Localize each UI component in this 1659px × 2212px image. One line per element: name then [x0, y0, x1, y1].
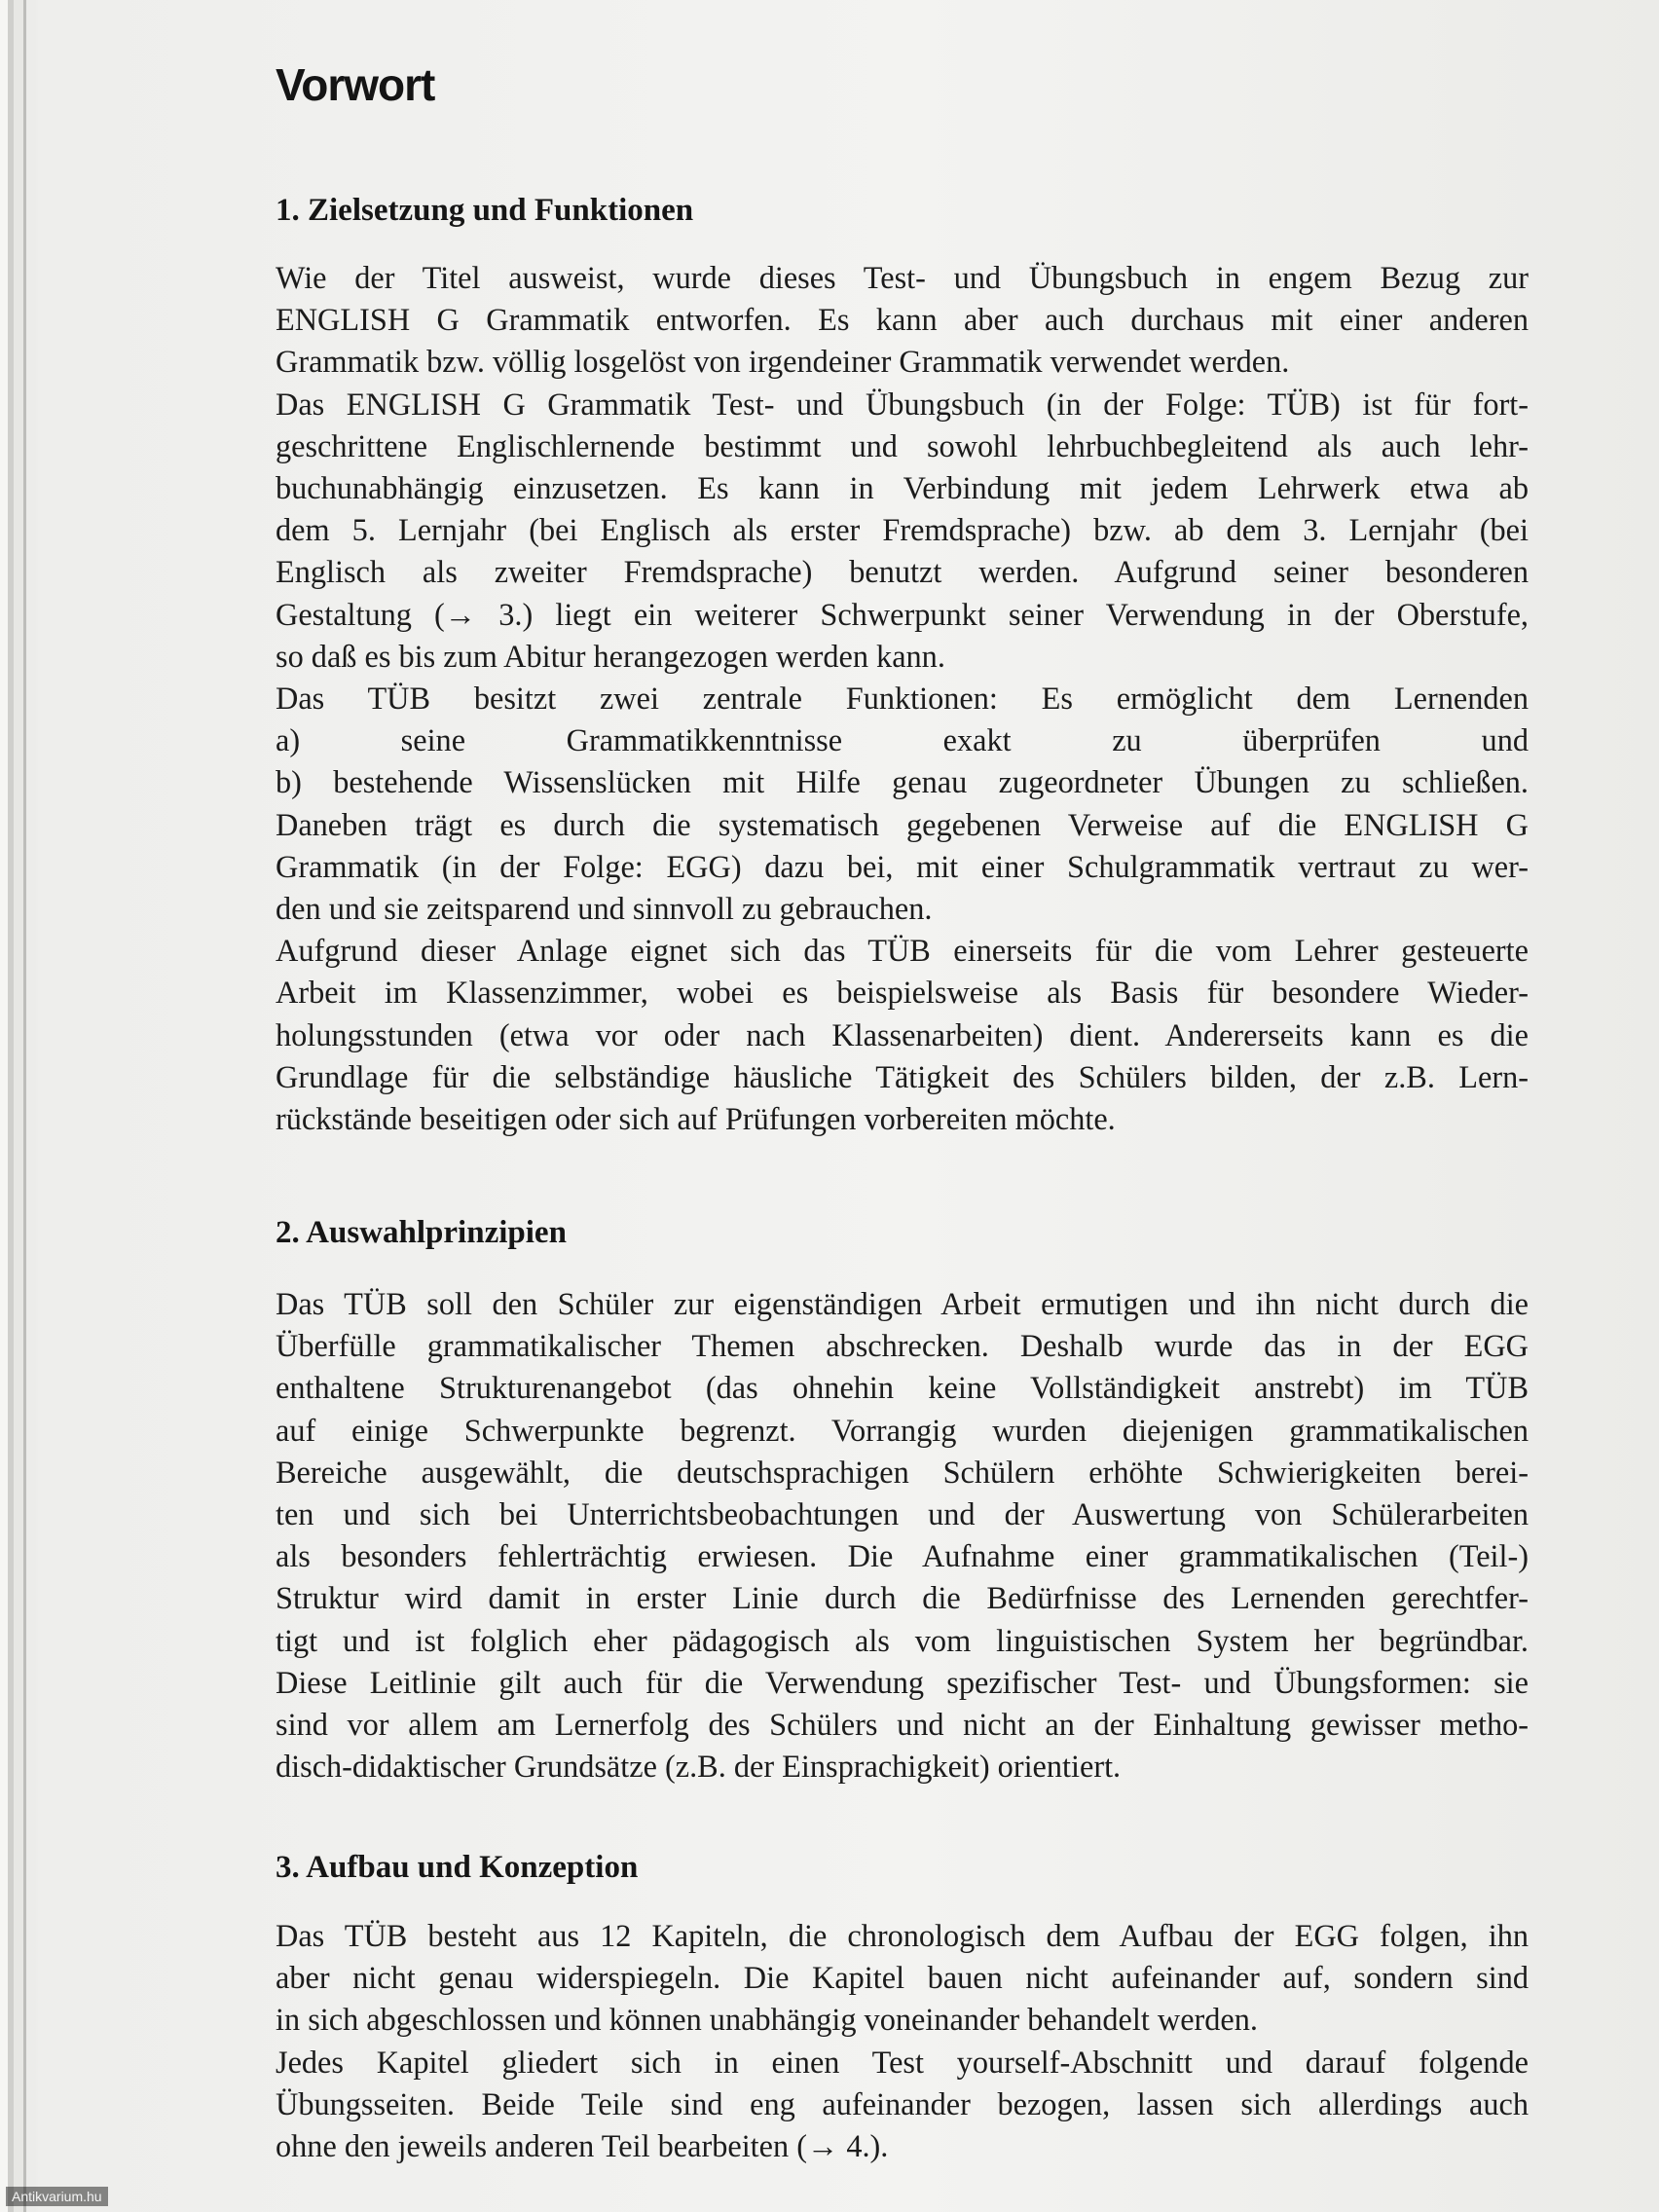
text-line: Das TÜB soll den Schüler zur eigenständigen Arbeit ermutigen und ihn nicht durch die: [276, 1286, 1529, 1321]
watermark: Antikvarium.hu: [6, 2187, 108, 2206]
text-line: Grundlage für die selbständige häusliche Tätigkeit des Schülers bilden, der z.B. Lern-: [276, 1058, 1529, 1094]
text-line: Arbeit im Klassenzimmer, wobei es beispielsweise als Basis für besondere Wieder-: [276, 975, 1529, 1011]
page-edge: [0, 0, 8, 2212]
section-title-2: 2. Auswahlprinzipien: [276, 1215, 567, 1250]
text-line: aber nicht genau widerspiegeln. Die Kapitel bauen nicht aufeinander auf, sondern sind: [276, 1960, 1529, 1996]
text-line: Diese Leitlinie gilt auch für die Verwendung spezifischer Test- und Übungsformen: sie: [276, 1664, 1529, 1700]
text-line: Jedes Kapitel gliedert sich in einen Test yourself-Abschnitt und darauf folgende: [276, 2044, 1529, 2080]
text-line: ohne den jeweils anderen Teil bearbeiten (→ 4.).: [276, 2128, 889, 2164]
text-line: in sich abgeschlossen und können unabhängig voneinander behandelt werden.: [276, 2002, 1258, 2038]
text-line: Überfülle grammatikalischer Themen abschrecken. Deshalb wurde das in der EGG: [276, 1328, 1529, 1364]
section-title-3: 3. Aufbau und Konzeption: [276, 1850, 639, 1885]
section-body-1: [276, 257, 1529, 1140]
text-line: Bereiche ausgewählt, die deutschsprachigen Schülern erhöhte Schwierigkeiten berei-: [276, 1454, 1529, 1490]
text-line: Grammatik (in der Folge: EGG) dazu bei, mit einer Schulgrammatik vertraut zu wer-: [276, 848, 1529, 884]
page-edge: [14, 0, 23, 2212]
text-line: auf einige Schwerpunkte begrenzt. Vorrangig wurden diejenigen grammatikalischen: [276, 1412, 1529, 1448]
page-edge: [26, 0, 34, 2212]
text-line: ten und sich bei Unterrichtsbeobachtungen und der Auswertung von Schülerarbeiten: [276, 1496, 1529, 1532]
text-line: a) seine Grammatikkenntnisse exakt zu überprüfen und: [276, 722, 1529, 758]
text-line: Das TÜB besteht aus 12 Kapiteln, die chronologisch dem Aufbau der EGG folgen, ihn: [276, 1918, 1529, 1953]
text-line: dem 5. Lernjahr (bei Englisch als erster Fremdsprache) bzw. ab dem 3. Lernjahr (bei: [276, 512, 1529, 548]
text-line: Gestaltung (→ 3.) liegt ein weiterer Schwerpunkt seiner Verwendung in der Oberstufe,: [276, 596, 1529, 632]
text-line: geschrittene Englischlernende bestimmt und sowohl lehrbuchbegleitend als auch lehr-: [276, 427, 1529, 463]
text-line: b) bestehende Wissenslücken mit Hilfe genau zugeordneter Übungen zu schließen.: [276, 764, 1529, 800]
text-line: Wie der Titel ausweist, wurde dieses Test- und Übungsbuch in engem Bezug zur: [276, 260, 1529, 295]
section-body-2: [276, 1283, 1529, 1788]
text-line: Das TÜB besitzt zwei zentrale Funktionen: Es ermöglicht dem Lernenden: [276, 681, 1529, 717]
text-line: sind vor allem am Lernerfolg des Schülers und nicht an der Einhaltung gewisser metho-: [276, 1707, 1529, 1743]
text-line: Grammatik bzw. völlig losgelöst von irgendeiner Grammatik verwendet werden.: [276, 344, 1290, 380]
text-line: den und sie zeitsparend und sinnvoll zu gebrauchen.: [276, 891, 933, 927]
text-line: tigt und ist folglich eher pädagogisch als vom linguistischen System her begründbar.: [276, 1622, 1529, 1658]
page-heading: Vorwort: [276, 59, 435, 110]
text-line: buchunabhängig einzusetzen. Es kann in Verbindung mit jedem Lehrwerk etwa ab: [276, 470, 1529, 506]
text-line: holungsstunden (etwa vor oder nach Klassenarbeiten) dient. Andererseits kann es die: [276, 1016, 1529, 1052]
section-body-3: [276, 1915, 1529, 2167]
text-line: disch-didaktischer Grundsätze (z.B. der Einsprachigkeit) orientiert.: [276, 1749, 1122, 1785]
text-line: Übungsseiten. Beide Teile sind eng aufeinander bezogen, lassen sich allerdings auch: [276, 2085, 1529, 2121]
text-line: ENGLISH G Grammatik entworfen. Es kann aber auch durchaus mit einer anderen: [276, 302, 1529, 338]
text-line: enthaltene Strukturenangebot (das ohnehin keine Vollständigkeit anstrebt) im TÜB: [276, 1370, 1529, 1406]
text-line: Englisch als zweiter Fremdsprache) benutzt werden. Aufgrund seiner besonderen: [276, 554, 1529, 590]
text-line: Das ENGLISH G Grammatik Test- und Übungsbuch (in der Folge: TÜB) ist für fort-: [276, 386, 1529, 422]
text-line: Aufgrund dieser Anlage eignet sich das TÜB einerseits für die vom Lehrer gesteuerte: [276, 933, 1529, 969]
text-line: so daß es bis zum Abitur herangezogen werden kann.: [276, 638, 945, 674]
text-line: rückstände beseitigen oder sich auf Prüfungen vorbereiten möchte.: [276, 1101, 1116, 1137]
text-line: Struktur wird damit in erster Linie durch die Bedürfnisse des Lernenden gerechtfer-: [276, 1580, 1529, 1616]
text-line: als besonders fehlerträchtig erwiesen. Die Aufnahme einer grammatikalischen (Teil-): [276, 1538, 1529, 1574]
text-line: Daneben trägt es durch die systematisch gegebenen Verweise auf die ENGLISH G: [276, 806, 1529, 842]
section-title-1: 1. Zielsetzung und Funktionen: [276, 193, 694, 228]
